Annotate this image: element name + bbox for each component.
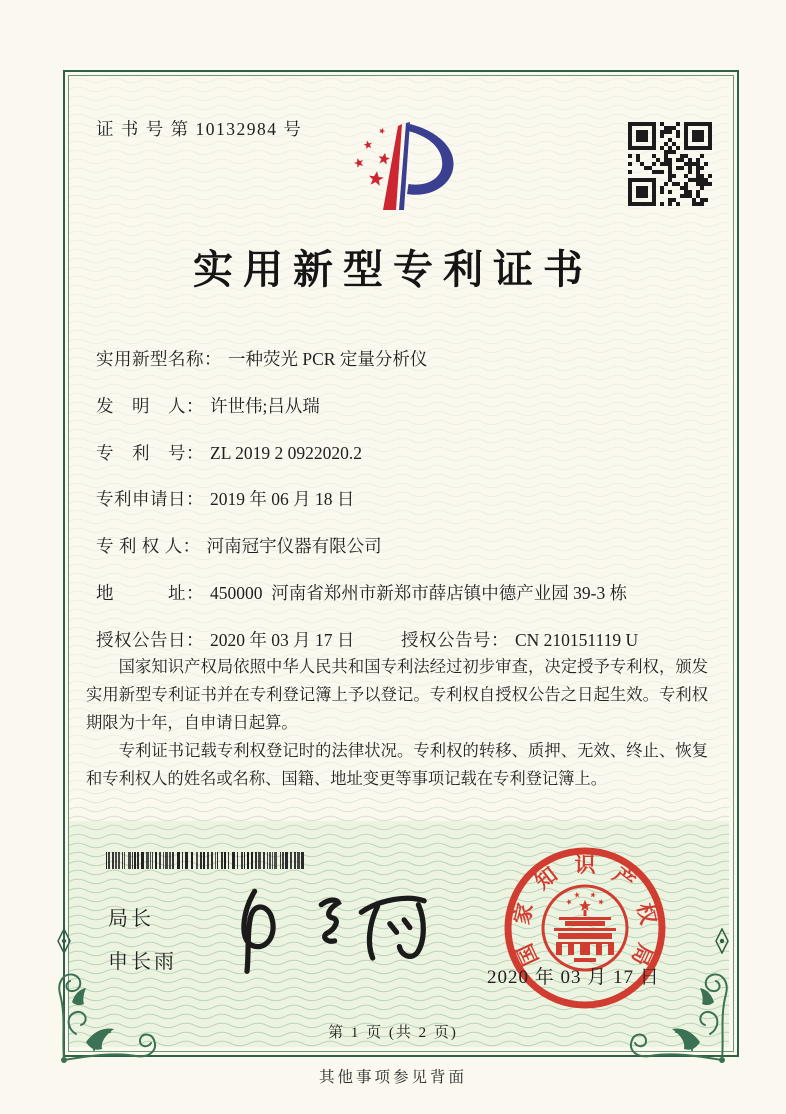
field-application-date [96, 476, 716, 523]
certificate-title: 实用新型专利证书 [193, 247, 593, 292]
field-value: ZL 2019 2 0922020.2 [210, 442, 362, 463]
grant-number-label: 授权公告号： [401, 629, 509, 650]
seal-char: 识 [574, 853, 596, 877]
certificate-number: 证 书 号 第 10132984 号 [96, 119, 303, 139]
field-value: 一种荧光 PCR 定量分析仪 [228, 349, 428, 369]
grant-number-value: CN 210151119 U [515, 629, 639, 650]
seal-char: 权 [632, 900, 661, 927]
field-value: 450000 河南省郑州市新郑市薛店镇中德产业园 39-3 栋 [210, 582, 628, 603]
field-label: 实用新型名称： [96, 349, 222, 369]
legal-paragraph-1: 国家知识产权局依照中华人民共和国专利法经过初步审查，决定授予专利权，颁发实用新型专利证书并在专利登记簿上予以登记。专利权自授权公告之日起生效。专利权期限为十年，自申请日起算。 [86, 657, 708, 732]
seal-char: 知 [530, 862, 562, 895]
page-indicator: 第 1 页 (共 2 页) [328, 1025, 458, 1041]
seal-date: 2020 年 03 月 17 日 [487, 967, 660, 988]
field-patent-number [96, 430, 716, 477]
legal-paragraphs [86, 653, 708, 793]
field-value: 许世伟;吕从瑞 [210, 395, 320, 416]
commissioner-title: 局长 [108, 908, 154, 930]
seal-char: 局 [626, 940, 658, 970]
field-utility-model-name [96, 336, 716, 383]
legal-paragraph-2: 专利证书记载专利权登记时的法律状况。专利权的转移、质押、无效、终止、恢复和专利权人的姓名或名称、国籍、地址变更等事项记载在专利登记簿上。 [86, 741, 708, 788]
grant-date-label: 授权公告日： [96, 629, 204, 650]
commissioner-signature [222, 878, 432, 978]
field-address [96, 570, 716, 617]
field-label: 专 利 权 人： [96, 536, 201, 557]
grant-date-value: 2020 年 03 月 17 日 [210, 629, 355, 650]
field-value: 河南冠宇仪器有限公司 [206, 536, 382, 557]
field-value: 2019 年 06 月 18 日 [210, 489, 355, 510]
footer-note: 其他事项参见背面 [318, 1069, 467, 1086]
corner-ornament-left-icon [42, 938, 172, 1068]
barcode [106, 852, 306, 869]
field-label: 专 利 号： [96, 442, 204, 463]
field-inventor [96, 383, 716, 430]
field-list [96, 336, 716, 664]
corner-ornament-right-icon [614, 938, 744, 1068]
commissioner-name: 申长雨 [108, 951, 177, 973]
seal-char: 家 [509, 900, 538, 927]
field-patentee [96, 523, 716, 570]
field-label: 专利申请日： [96, 489, 204, 510]
cnipa-logo-icon [340, 120, 464, 216]
field-label: 地 址： [96, 582, 204, 603]
seal-char: 国 [512, 940, 544, 970]
seal-char: 产 [608, 862, 640, 895]
field-label: 发 明 人： [96, 395, 204, 416]
qr-code [628, 122, 712, 206]
